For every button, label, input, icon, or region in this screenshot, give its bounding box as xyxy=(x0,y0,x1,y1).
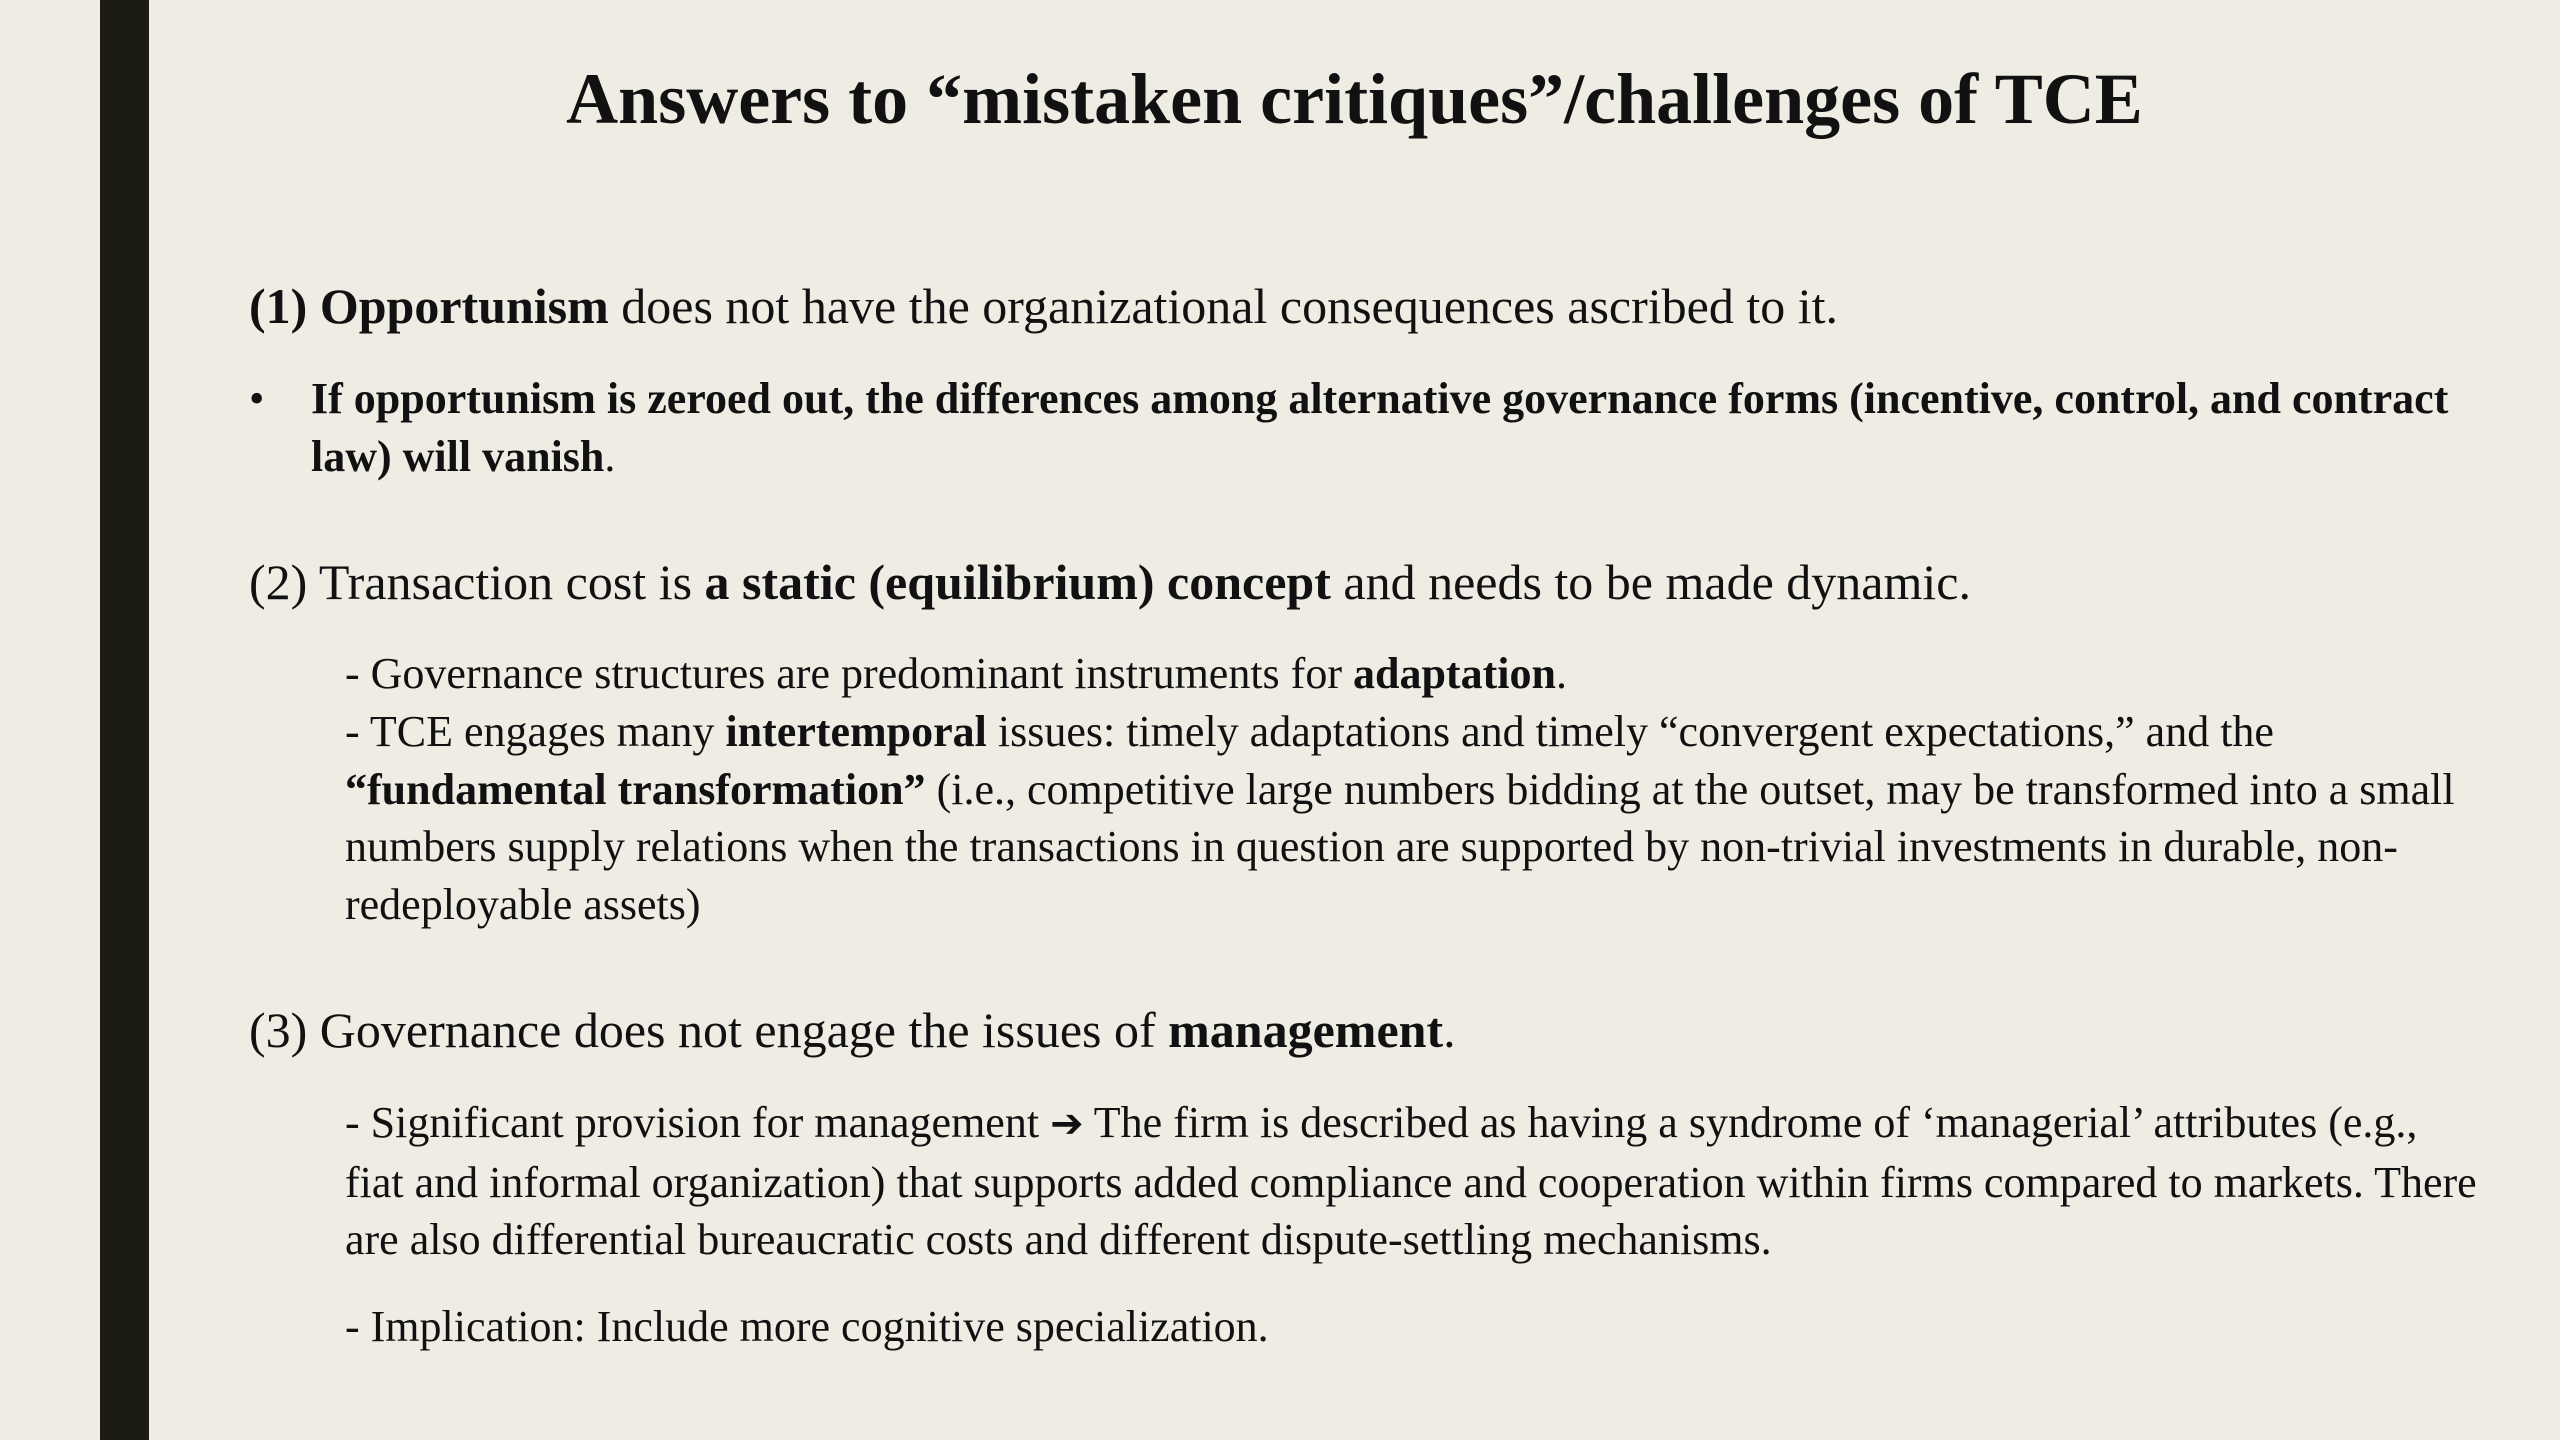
point-2-sub-2-prefix: - TCE engages many xyxy=(345,707,726,756)
point-3-sub-1-rest: The firm is described as having a syndrome of ‘managerial’ attributes (e.g., fiat and informal organization) that supports added compliance and cooperation within firms compared to markets. There are also differential bureaucratic costs and different dispute-settling mechanisms. xyxy=(345,1098,2477,1265)
slide-title: Answers to “mistaken critiques”/challenges of TCE xyxy=(566,59,2143,139)
point-1-text: does not have the organizational consequences ascribed to it. xyxy=(608,278,1839,334)
point-3-sub-2: - Implication: Include more cognitive specialization. xyxy=(345,1302,1269,1351)
point-2-prefix: (2) Transaction cost is xyxy=(249,554,705,610)
point-2-text: and needs to be made dynamic. xyxy=(1330,554,1971,610)
point-1-bullet xyxy=(249,370,2489,485)
point-1-bullet-end: . xyxy=(604,431,616,481)
accent-bar xyxy=(100,0,149,1440)
point-1-number: (1) xyxy=(249,278,308,334)
point-3-sub-1-prefix: - Significant provision for management xyxy=(345,1098,1051,1147)
point-3-term: management xyxy=(1168,1002,1444,1058)
point-3-prefix: (3) Governance does not engage the issues of xyxy=(249,1002,1169,1058)
point-2-heading xyxy=(249,552,1971,612)
bullet-icon: • xyxy=(249,374,265,423)
point-3-sub-1 xyxy=(345,1094,2485,1269)
right-arrow-icon: ➔ xyxy=(1050,1101,1084,1147)
point-2-sub-1 xyxy=(345,645,2485,703)
point-2-term: a static (equilibrium) concept xyxy=(704,554,1331,610)
point-1-bullet-text: If opportunism is zeroed out, the differences among alternative governance forms (incentive, control, and contract law) will vanish xyxy=(311,374,2449,481)
point-1-heading xyxy=(249,276,1838,336)
point-2-sub-1-prefix: - Governance structures are predominant instruments for xyxy=(345,649,1353,698)
point-2-sub-2-rest: (i.e., competitive large numbers bidding at the outset, may be transformed into a small numbers supply relations when the transactions in question are supported by non-trivial investments in durable, non-redeployable assets) xyxy=(345,764,2455,929)
point-2-sub-1-end: . xyxy=(1555,649,1567,698)
point-2-sub-2-term-2: “fundamental transformation” xyxy=(345,764,926,814)
point-2-sub-2-mid: issues: timely adaptations and timely “convergent expectations,” and the xyxy=(986,707,2274,756)
point-2-sub-2-term: intertemporal xyxy=(725,707,987,756)
point-1-term: Opportunism xyxy=(319,278,609,334)
point-2-sub-1-term: adaptation xyxy=(1352,649,1556,698)
point-3-heading xyxy=(249,1000,1456,1060)
point-2-sub-2 xyxy=(345,703,2485,933)
point-3-end: . xyxy=(1443,1002,1456,1058)
